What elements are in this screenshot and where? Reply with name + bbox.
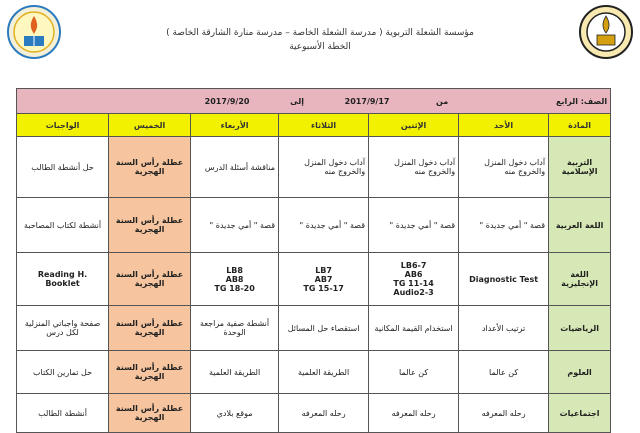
homework-cell: أنشطة لكتاب المصاحبة bbox=[17, 198, 109, 253]
monday-line: TG 11-14 bbox=[393, 279, 434, 288]
thursday-cell: عطلة رأس السنة الهجرية bbox=[109, 137, 191, 198]
monday-cell: آداب دخول المنزل والخروج منه bbox=[369, 137, 459, 198]
monday-cell: قصة " أمي جديدة " bbox=[369, 198, 459, 253]
thursday-cell: عطلة رأس السنة الهجرية bbox=[109, 253, 191, 306]
homework-cell: حل أنشطة الطالب bbox=[17, 137, 109, 198]
homework-cell bbox=[17, 253, 109, 306]
wednesday-line: AB8 bbox=[225, 274, 244, 284]
title-row bbox=[17, 89, 611, 114]
organization-line: مؤسسة الشعلة التربوية ( مدرسة الشعلة الخاصة – مدرسة منارة الشارقة الخاصة ) bbox=[166, 28, 474, 38]
thursday-cell: عطلة رأس السنة الهجرية bbox=[109, 306, 191, 351]
tuesday-cell: قصة " أمي جديدة " bbox=[279, 198, 369, 253]
sunday-cell: كن عالما bbox=[459, 351, 549, 394]
wednesday-line: LB8 bbox=[226, 265, 243, 275]
homework-line: Reading H. bbox=[37, 270, 88, 279]
table-row bbox=[17, 394, 611, 433]
monday-cell: استخدام القيمة المكانية bbox=[369, 306, 459, 351]
tuesday-cell bbox=[279, 253, 369, 306]
page-header bbox=[140, 26, 500, 54]
school-logo-right bbox=[578, 4, 634, 60]
wednesday-line: TG 18-20 bbox=[214, 283, 255, 293]
tuesday-cell: الطريقة العلمية bbox=[279, 351, 369, 394]
to-date: 2017/9/20 bbox=[204, 96, 250, 106]
homework-cell: حل تمارين الكتاب bbox=[17, 351, 109, 394]
col-header-thursday: الخميس bbox=[109, 114, 191, 137]
wednesday-cell: أنشطة صفية مراجعة الوحدة bbox=[191, 306, 279, 351]
weekly-plan-table bbox=[16, 88, 611, 433]
class-label: الصف: الرابع bbox=[556, 96, 608, 106]
subject-cell: اجتماعيات bbox=[549, 394, 611, 433]
col-header-subject: المادة bbox=[549, 114, 611, 137]
homework-line: Booklet bbox=[45, 279, 80, 288]
monday-cell bbox=[369, 253, 459, 306]
thursday-cell: عطلة رأس السنة الهجرية bbox=[109, 394, 191, 433]
sunday-cell: ترتيب الأعداد bbox=[459, 306, 549, 351]
title-cell bbox=[17, 89, 611, 114]
subject-cell: العلوم bbox=[549, 351, 611, 394]
wednesday-cell: موقع بلادي bbox=[191, 394, 279, 433]
wednesday-cell: قصة " أمي جديدة " bbox=[191, 198, 279, 253]
monday-cell: رحله المعرفه bbox=[369, 394, 459, 433]
col-header-sunday: الأحد bbox=[459, 114, 549, 137]
thursday-cell: عطلة رأس السنة الهجرية bbox=[109, 198, 191, 253]
tuesday-line: LB7 bbox=[315, 265, 332, 275]
header-row bbox=[17, 114, 611, 137]
subject-cell: الرياضيات bbox=[549, 306, 611, 351]
monday-line: AB6 bbox=[404, 270, 423, 279]
monday-line: LB6-7 bbox=[400, 261, 427, 270]
subject-cell: اللغة العربية bbox=[549, 198, 611, 253]
wednesday-cell bbox=[191, 253, 279, 306]
table-row bbox=[17, 198, 611, 253]
wednesday-cell: مناقشة أسئلة الدرس bbox=[191, 137, 279, 198]
sunday-cell: رحله المعرفه bbox=[459, 394, 549, 433]
col-header-wednesday: الأربعاء bbox=[191, 114, 279, 137]
monday-line: Audio2-3 bbox=[393, 288, 434, 297]
tuesday-line: TG 15-17 bbox=[303, 283, 344, 293]
table-row bbox=[17, 253, 611, 306]
from-date: 2017/9/17 bbox=[344, 96, 390, 106]
tuesday-cell: آداب دخول المنزل والخروج منه bbox=[279, 137, 369, 198]
homework-cell: أنشطة الطالب bbox=[17, 394, 109, 433]
from-label: من bbox=[436, 96, 449, 106]
monday-cell: كن عالما bbox=[369, 351, 459, 394]
table-row bbox=[17, 306, 611, 351]
sunday-cell: Diagnostic Test bbox=[459, 253, 549, 306]
thursday-cell: عطلة رأس السنة الهجرية bbox=[109, 351, 191, 394]
col-header-homework: الواجبات bbox=[17, 114, 109, 137]
wednesday-cell: الطريقة العلمية bbox=[191, 351, 279, 394]
tuesday-cell: رحله المعرفه bbox=[279, 394, 369, 433]
sunday-cell: آداب دخول المنزل والخروج منه bbox=[459, 137, 549, 198]
table-row bbox=[17, 137, 611, 198]
table-row bbox=[17, 351, 611, 394]
sunday-cell: قصة " أمي جديدة " bbox=[459, 198, 549, 253]
tuesday-cell: استقصاء حل المسائل bbox=[279, 306, 369, 351]
subject-cell: التربية الإسلامية bbox=[549, 137, 611, 198]
plan-title: الخطة الأسبوعية bbox=[289, 42, 351, 52]
col-header-tuesday: الثلاثاء bbox=[279, 114, 369, 137]
col-header-monday: الإثنين bbox=[369, 114, 459, 137]
to-label: إلى bbox=[290, 96, 304, 106]
tuesday-line: AB7 bbox=[314, 274, 333, 284]
subject-cell: اللغة الإنجليزية bbox=[549, 253, 611, 306]
homework-cell: صفحة واجباتي المنزلية لكل درس bbox=[17, 306, 109, 351]
school-logo-left bbox=[6, 4, 62, 60]
